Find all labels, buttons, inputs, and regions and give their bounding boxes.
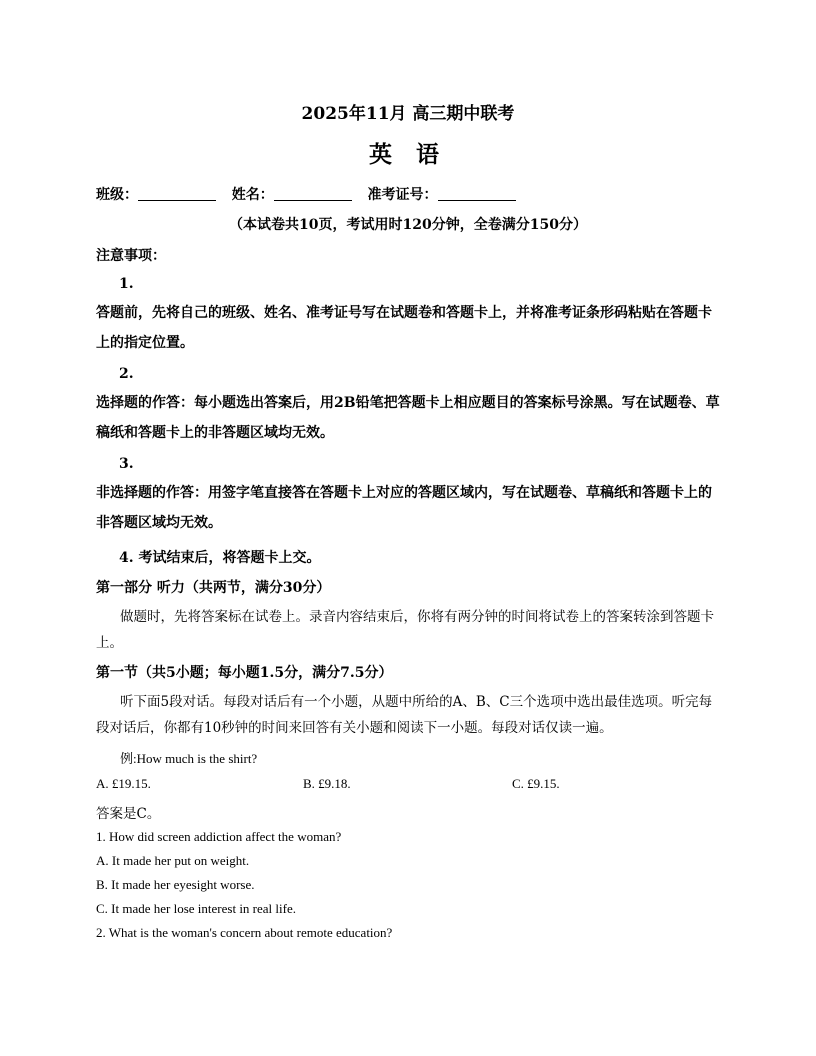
note-1-number: 1. (119, 276, 134, 292)
exam-id-blank[interactable] (438, 186, 516, 201)
note-1-text: 答题前，先将自己的班级、姓名、准考证号写在试题卷和答题卡上，并将准考证条形码粘贴在答题卡上的指定位置。 (96, 305, 712, 351)
exam-meta: （本试卷共10页，考试用时120分钟，全卷满分150分） (229, 217, 587, 233)
note-3-number: 3. (119, 456, 134, 472)
question-1-option-b: B. It made her eyesight worse. (96, 877, 255, 892)
note-2-number: 2. (119, 366, 134, 382)
question-1-option-c: C. It made her lose interest in real life. (96, 901, 296, 916)
name-label: 姓名： (231, 187, 274, 203)
section1-instruction: 听下面5段对话。每段对话后有一个小题，从题中所给的A、B、C三个选项中选出最佳选项。听完每段对话后，你都有10秒钟的时间来回答有关小题和阅读下一小题。每段对话仅读一遍。 (96, 694, 713, 736)
section1-heading: 第一节（共5小题；每小题1.5分，满分7.5分） (96, 665, 393, 681)
example-answer: 答案是C。 (96, 806, 161, 822)
example-option-b: B. £9.18. (303, 776, 351, 791)
example-option-a: A. £19.15. (96, 776, 151, 791)
question-2-text: 2. What is the woman's concern about remote education? (96, 925, 393, 940)
part1-heading: 第一部分 听力（共两节，满分30分） (96, 580, 331, 596)
name-blank[interactable] (274, 186, 352, 201)
question-1-option-a: A. It made her put on weight. (96, 853, 250, 868)
class-blank[interactable] (138, 186, 216, 201)
notes-heading: 注意事项： (96, 248, 166, 264)
note-2-text: 选择题的作答：每小题选出答案后，用2B铅笔把答题卡上相应题目的答案标号涂黑。写在试题卷、草稿纸和答题卡上的非答题区域均无效。 (96, 395, 720, 441)
example-question: 例:How much is the shirt? (120, 751, 258, 766)
subject-title: 英 语 (368, 141, 447, 168)
student-info-line (96, 184, 516, 204)
example-option-c: C. £9.15. (512, 776, 560, 791)
note-4-text: 4. 考试结束后，将答题卡上交。 (119, 550, 321, 566)
exam-title: 2025年11月 高三期中联考 (301, 104, 515, 124)
class-label: 班级： (96, 187, 138, 203)
note-3-text: 非选择题的作答：用签字笔直接答在答题卡上对应的答题区域内，写在试题卷、草稿纸和答题卡上的非答题区域均无效。 (96, 485, 712, 531)
part1-instruction: 做题时，先将答案标在试卷上。录音内容结束后，你将有两分钟的时间将试卷上的答案转涂到答题卡上。 (96, 609, 714, 651)
exam-id-label: 准考证号： (367, 187, 438, 203)
question-1-text: 1. How did screen addiction affect the woman? (96, 829, 342, 844)
